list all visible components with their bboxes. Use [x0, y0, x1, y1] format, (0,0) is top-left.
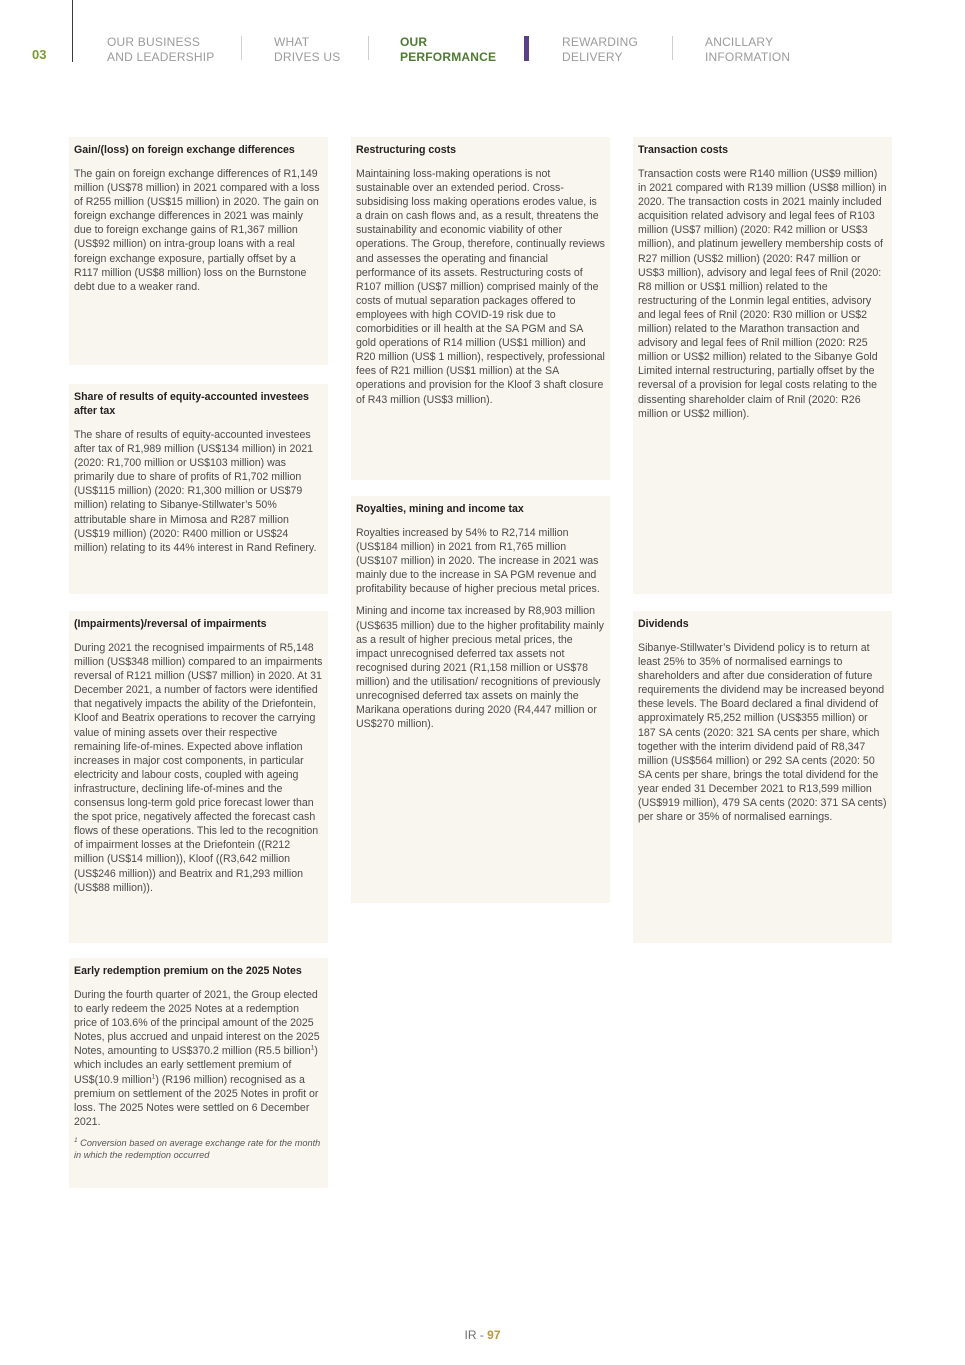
- nav-label-line1: OUR BUSINESS: [107, 35, 201, 49]
- nav-label-line2: DELIVERY: [562, 49, 623, 64]
- nav-label-line2: PERFORMANCE: [400, 49, 497, 64]
- section-body: The gain on foreign exchange differences of R1,149 million (US$78 million) in 2021 compared with a loss of R255 million (US$15 million) in 2020. The gain on foreign exchange differences in 2021 was mainly due to foreign exchange gains of R1,367 million (US$92 million) on intra-group loans with a real foreign exchange exposure, partially offset by a R117 million (US$8 million) loss on the Burnstone debt due to a weaker rand.: [74, 168, 320, 293]
- nav-our-business[interactable]: [107, 35, 215, 64]
- section-body: During 2021 the recognised impairments of R5,148 million (US$348 million) compared to an impairments reversal of R121 million (US$7 million) in 2020. At 31 December 2021, a number of factors were identified that negatively impacts the ability of the Driefontein, Kloof and Beatrix operations to recover the carrying value of mining assets over their respective remaining life-of-mines. Expected above inflation increases in major cost components, in particular electricity and labour costs, coupled with ageing infrastructure, declining life-of-mines and the consensus long-term gold price forecast lower than the spot price, negatively affected the forecast cash flows of these operations. This led to the recognition of impairment losses at the Driefontein ((R212 million (US$14 million)), Kloof ((R3,642 million (US$246 million)) and Beatrix and R1,293 million (US$88 million)).: [74, 642, 323, 894]
- section-title: Early redemption premium on the 2025 Notes: [74, 965, 302, 977]
- section-body: [74, 988, 323, 1129]
- body-text: ) which includes an early settlement premium of US$(10.9 million: [74, 1045, 318, 1086]
- nav-separator: [241, 36, 242, 60]
- chapter-number: 03: [32, 47, 47, 62]
- section-body: Royalties increased by 54% to R2,714 million (US$184 million) in 2021 from R1,765 million (US$107 million) in 2020. The increase in 2021 was mainly due to the increase in SA PGM revenue and profitability because of higher precious metal prices.: [356, 527, 600, 596]
- page-footer: [0, 1328, 965, 1342]
- section-body: Maintaining loss-making operations is not sustainable over an extended period. Cross-subsidising loss making operations erodes value, is a drain on cash flows and, as a result, threatens the sustainability and economic viability of other operations. The Group, therefore, continually reviews and assesses the operating and financial performance of its assets. Restructuring costs of R107 million (US$7 million) comprised mainly of the costs of mutual separation packages offered to employees with high COVID-19 risk due to comorbidities or ill health at the SA PGM and SA gold operations of R14 million (US$1 million) and R20 million (US$ 1 million), respectively, professional fees of R21 million (US$1 million) at the SA operations and provision for the Kloof 3 shaft closure of R43 million (US$3 million).: [356, 168, 605, 406]
- footnote-mark: 1: [74, 1136, 78, 1144]
- nav-label-line2: DRIVES US: [274, 49, 341, 64]
- section-body: Mining and income tax increased by R8,903 million (US$635 million) due to the higher profitability mainly as a result of higher precious metal prices, the impact unrecognised deferred tax assets not recognised during 2021 (R1,158 million or US$78 million) and the utilisation/ recognitions of previously unrecognised deferred tax assets on mainly the Marikana operations during 2020 (R4,447 million or US$270 million).: [356, 605, 604, 731]
- page-number: 97: [487, 1328, 501, 1342]
- footnote-reference: 1: [310, 1044, 315, 1052]
- section-title: Dividends: [638, 618, 689, 630]
- footnote-reference: 1: [151, 1073, 156, 1081]
- nav-separator: [368, 36, 369, 60]
- nav-label-line1: OUR: [400, 35, 428, 49]
- nav-label-line1: REWARDING: [562, 35, 639, 49]
- nav-label-line1: ANCILLARY: [705, 35, 774, 49]
- header-vertical-rule: [72, 0, 73, 62]
- footnote-text: Conversion based on average exchange rate for the month in which the redemption occurred: [74, 1137, 321, 1160]
- nav-rewarding-delivery[interactable]: [562, 35, 638, 64]
- nav-label-line2: INFORMATION: [705, 49, 791, 64]
- body-text: ) (R196 million) recognised as a premium on settlement of the 2025 Notes in profit or loss. The 2025 Notes were settled on 6 December 2021.: [74, 1073, 319, 1128]
- section-title: (Impairments)/reversal of impairments: [74, 618, 267, 630]
- nav-label-line1: WHAT: [274, 35, 310, 49]
- section-restructuring-costs: [351, 137, 610, 480]
- nav-separator: [672, 36, 673, 60]
- section-title: Restructuring costs: [356, 144, 457, 156]
- section-title: Transaction costs: [638, 144, 729, 156]
- nav-ancillary-information[interactable]: [705, 35, 790, 64]
- section-body: Transaction costs were R140 million (US$9 million) in 2021 compared with R139 million (US$8 million) in 2020. The transaction costs in 2021 mainly included acquisition related advisory and legal fees of R103 million (US$7 million) (2020: R42 million or US$3 million), and platinum jewellery membership costs of R27 million (US$2 million) (2020: R47 million or US$3 million), advisory and legal fees of Rnil (2020: R8 million or US$1 million) related to the restructuring of the Lonmin legal entities, advisory and legal fees of Rnil (2020: R30 million or US$2 million) related to the Marathon transaction and advisory and legal fees of Rnil million (2020: R25 million or US$2 million) related to the Sibanye Gold Limited internal restructuring, partially offset by the reversal of a provision for legal costs relating to the dissenting shareholder claim of Rnil (2020: R26 million or US$2 million).: [638, 168, 887, 420]
- nav-our-performance[interactable]: [400, 35, 496, 64]
- section-body: The share of results of equity-accounted investees after tax of R1,989 million (US$134 million) in 2021 (2020: R1,700 million or US$103 million) was primarily due to share of profits of R1,702 million (US$115 million) (2020: R1,300 million or US$79 million) relating to Sibanye-Stillwater’s 50% attributable share in Mimosa and R287 million (US$19 million) (2020: R400 million or US$24 million) relating to its 44% interest in Rand Refinery.: [74, 429, 317, 554]
- section-royalties-tax: [351, 496, 610, 903]
- section-title: Royalties, mining and income tax: [356, 503, 524, 515]
- nav-label-line2: AND LEADERSHIP: [107, 49, 215, 64]
- section-transaction-costs: [633, 137, 892, 594]
- section-equity-investees: [69, 384, 328, 594]
- footnote: [74, 1137, 323, 1161]
- footer-prefix: IR -: [464, 1328, 488, 1342]
- nav-what-drives-us[interactable]: [274, 35, 340, 64]
- section-title: Share of results of equity-accounted investees after tax: [74, 391, 309, 417]
- section-body: Sibanye-Stillwater’s Dividend policy is to return at least 25% to 35% of normalised earnings to shareholders and after due consideration of future requirements the dividend may be increased beyond these levels. The Board declared a final dividend of approximately R5,252 million (US$355 million) or 187 SA cents (2020: 321 SA cents per share, which together with the interim dividend paid of R8,347 million (US$564 million) or 292 SA cents (2020: 50 SA cents per share, brings the total dividend for the year ended 31 December 2021 to R13,599 million (US$919 million), 479 SA cents (2020: 371 SA cents) per share or 35% of normalised earnings.: [638, 642, 887, 824]
- section-dividends: [633, 611, 892, 943]
- body-text: During the fourth quarter of 2021, the Group elected to early redeem the 2025 Notes at a redemption price of 103.6% of the principal amount of the 2025 Notes, plus accrued and unpaid interest on the 2025 Notes, amounting to US$370.2 million (R5.5 billion: [74, 989, 320, 1058]
- active-section-marker: [524, 36, 529, 61]
- section-fx-differences: [69, 137, 328, 365]
- section-impairments: [69, 611, 328, 943]
- section-title: Gain/(loss) on foreign exchange differences: [74, 144, 295, 156]
- section-early-redemption: [69, 958, 328, 1188]
